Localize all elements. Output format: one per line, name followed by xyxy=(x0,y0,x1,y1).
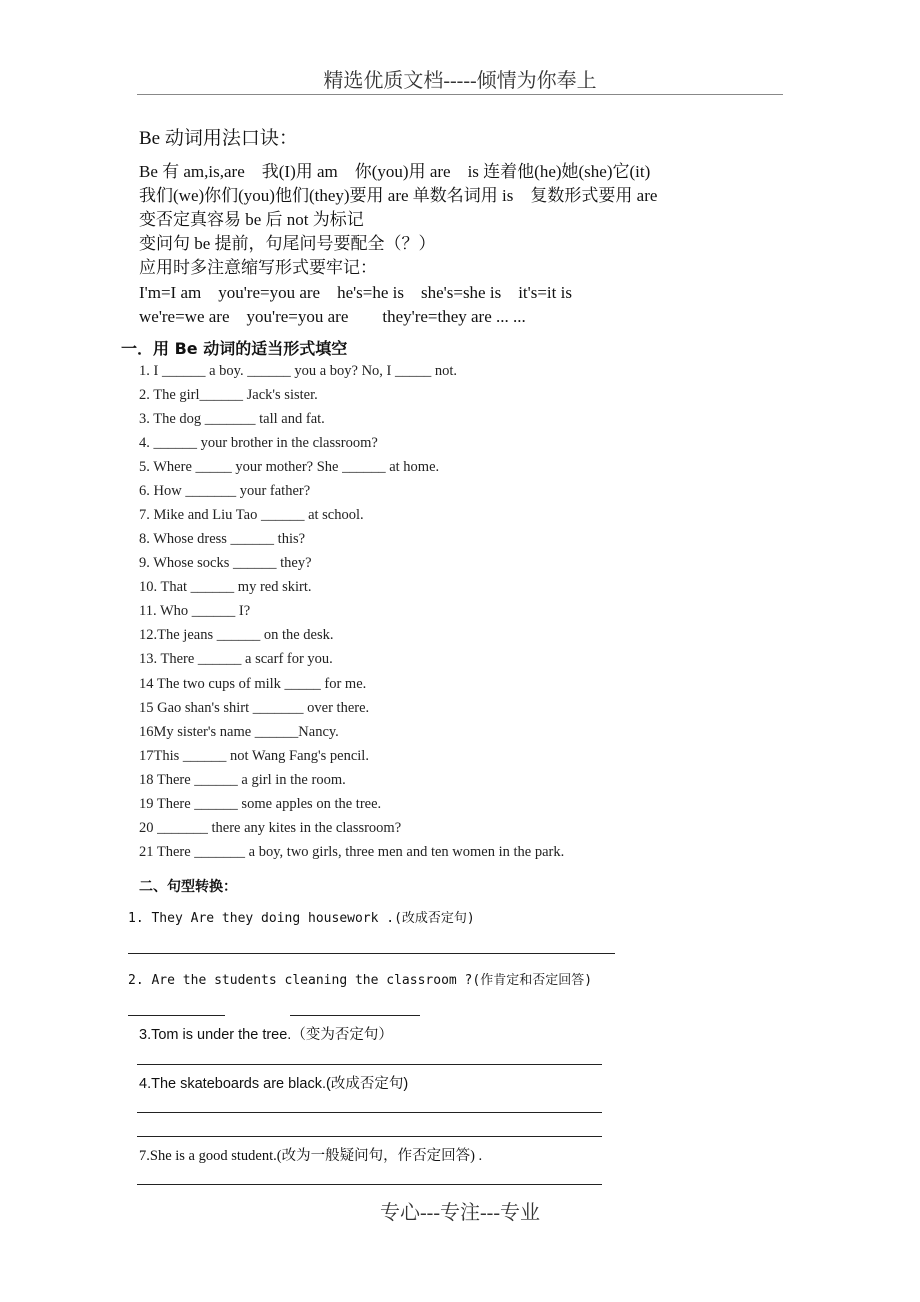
exercise-item: 1. I ______ a boy. ______ you a boy? No, I _____ not. xyxy=(139,363,458,379)
exercise-item: 10. That ______ my red skirt. xyxy=(139,579,312,595)
rhyme-line: 变否定真容易 be 后 not 为标记 xyxy=(139,210,364,229)
rhyme-line: Be 有 am,is,are 我(I)用 am 你(you)用 are is 连着他(he)她(she)它(it) xyxy=(139,162,651,181)
rhyme-line: 应用时多注意缩写形式要牢记： xyxy=(139,258,377,277)
exercise-item: 12.The jeans ______ on the desk. xyxy=(139,627,334,643)
page-footer: 专心---专注---专业 xyxy=(380,1202,540,1224)
transform-question-1: 1. They Are they doing housework .(改成否定句) xyxy=(128,911,475,926)
exercise-item: 17This ______ not Wang Fang's pencil. xyxy=(139,748,369,764)
exercise-item: 8. Whose dress ______ this? xyxy=(139,531,306,547)
exercise-item: 13. There ______ a scarf for you. xyxy=(139,651,333,667)
section2-heading: 二、句型转换： xyxy=(139,879,237,895)
exercise-item: 15 Gao shan's shirt _______ over there. xyxy=(139,700,370,716)
rhyme-line: we're=we are you're=you are they're=they are ... ... xyxy=(139,307,526,326)
exercise-item: 9. Whose socks ______ they? xyxy=(139,555,312,571)
exercise-item: 3. The dog _______ tall and fat. xyxy=(139,411,325,427)
transform-question-2: 2. Are the students cleaning the classroom ?(作肯定和否定回答) xyxy=(128,973,593,988)
exercise-item: 6. How _______ your father? xyxy=(139,483,311,499)
transform-question-4: 4.The skateboards are black.(改成否定句) xyxy=(139,1076,409,1092)
exercise-item: 18 There ______ a girl in the room. xyxy=(139,772,346,788)
header-rule xyxy=(137,94,783,95)
exercise-item: 4. ______ your brother in the classroom? xyxy=(139,435,378,451)
exercise-item: 14 The two cups of milk _____ for me. xyxy=(139,676,367,692)
rhyme-line: I'm=I am you're=you are he's=he is she's=she is it's=it is xyxy=(139,283,572,302)
answer-line-4b xyxy=(137,1136,602,1137)
exercise-item: 16My sister's name ______Nancy. xyxy=(139,724,339,740)
transform-question-7: 7.She is a good student.(改为一般疑问句，作否定回答) . xyxy=(139,1148,483,1164)
exercise-item: 19 There ______ some apples on the tree. xyxy=(139,796,382,812)
exercise-item: 21 There _______ a boy, two girls, three men and ten women in the park. xyxy=(139,844,565,860)
exercise-item: 5. Where _____ your mother? She ______ at home. xyxy=(139,459,440,475)
answer-line-2b xyxy=(290,1015,420,1016)
answer-line-4a xyxy=(137,1112,602,1113)
rhyme-title: Be 动词用法口诀： xyxy=(139,128,298,149)
page-header: 精选优质文档-----倾情为你奉上 xyxy=(323,70,597,92)
exercise-item: 20 _______ there any kites in the classroom? xyxy=(139,820,402,836)
answer-line-1 xyxy=(128,953,615,954)
rhyme-line: 我们(we)你们(you)他们(they)要用 are 单数名词用 is 复数形式要用 are xyxy=(139,186,658,205)
exercise-item: 2. The girl______ Jack's sister. xyxy=(139,387,318,403)
exercise-item: 11. Who ______ I? xyxy=(139,603,251,619)
answer-line-3 xyxy=(137,1064,602,1065)
section1-heading: 一．用 Be 动词的适当形式填空 xyxy=(121,339,348,358)
exercise-item: 7. Mike and Liu Tao ______ at school. xyxy=(139,507,364,523)
answer-line-7 xyxy=(137,1184,602,1185)
rhyme-line: 变问句 be 提前，句尾问号要配全（？） xyxy=(139,234,436,253)
transform-question-3: 3.Tom is under the tree.（变为否定句） xyxy=(139,1027,393,1043)
answer-line-2a xyxy=(128,1015,225,1016)
